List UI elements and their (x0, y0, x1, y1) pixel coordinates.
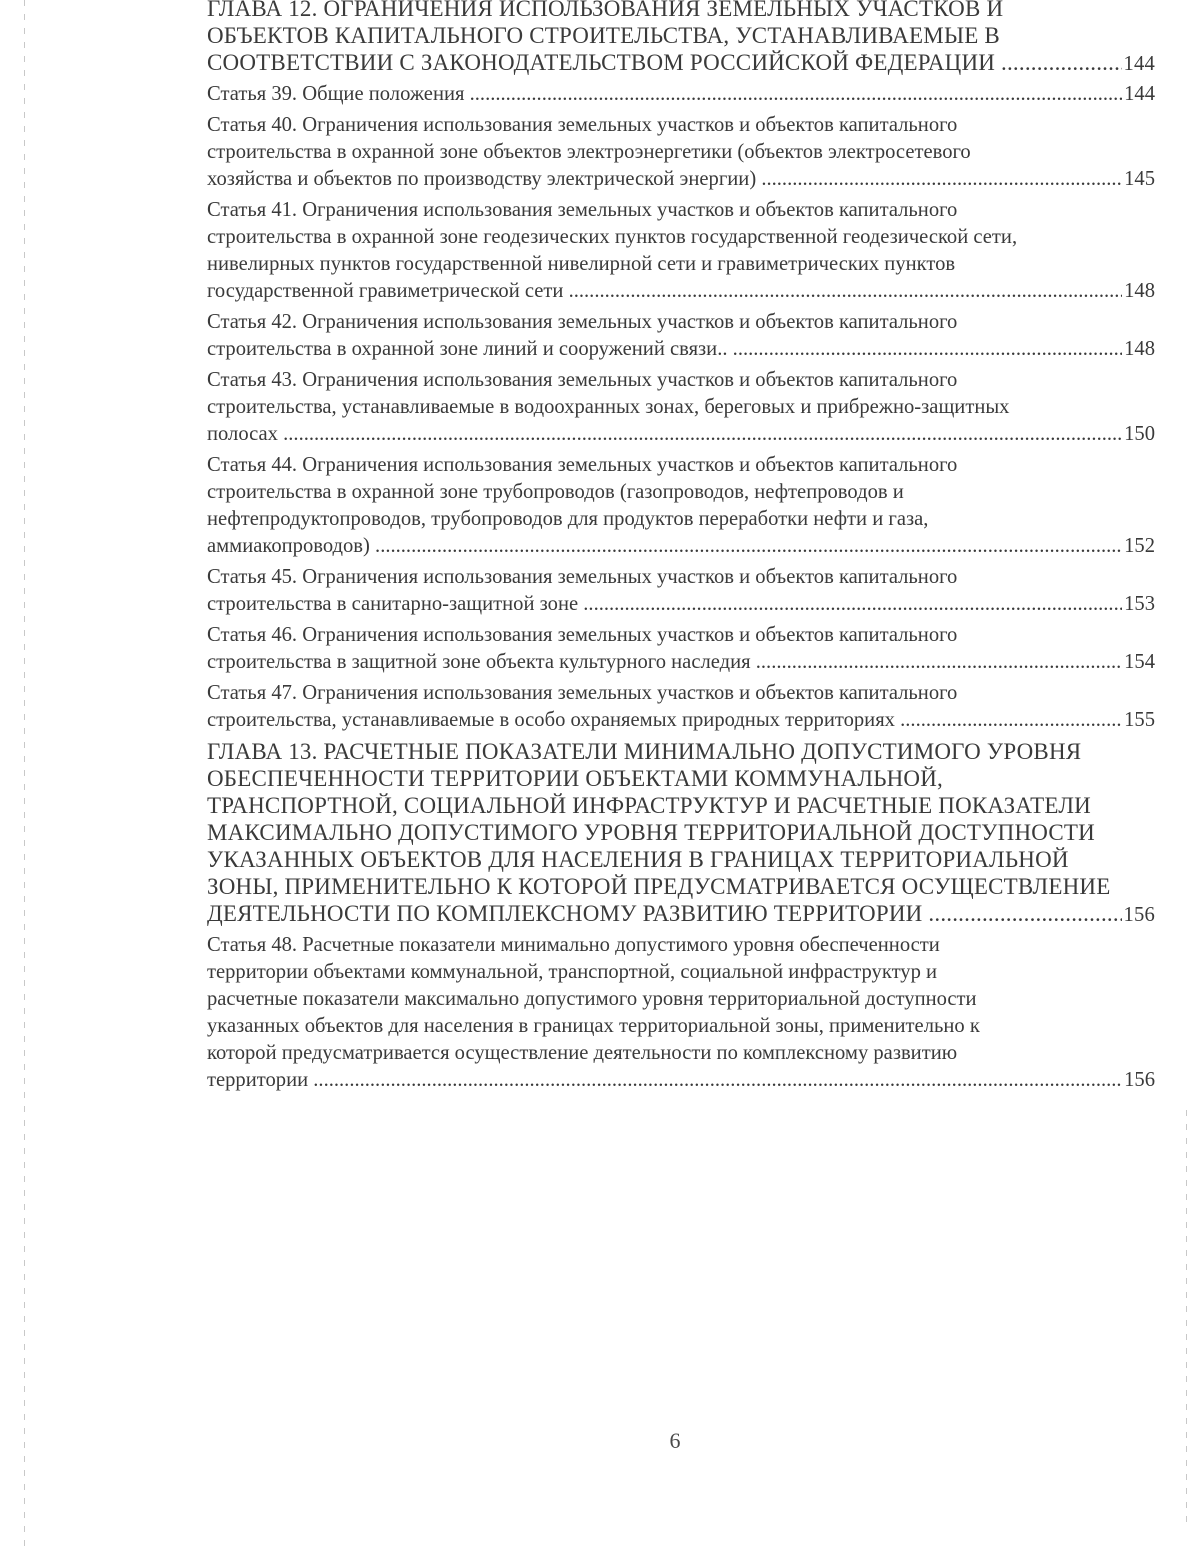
toc-page-ref: 153 (1124, 593, 1155, 615)
toc-entry-last-line (207, 81, 1155, 108)
toc-entry-last-line (207, 278, 1155, 305)
toc-entry-article (207, 622, 1155, 676)
toc-entry-last-line (207, 591, 1155, 618)
toc-entry-last-line (207, 649, 1155, 676)
toc-entry-line: территории ..... (207, 1067, 1122, 1094)
toc-entry-line: Статья 41. Ограничения использования земельных участков и объектов капитального (207, 199, 958, 221)
toc-entry-last-line (207, 533, 1155, 560)
toc-entry-last-line (207, 336, 1155, 363)
toc-entry-chapter (207, 738, 1155, 929)
scan-edge-right (1186, 1110, 1187, 1530)
toc-entry-line: Статья 40. Ограничения использования земельных участков и объектов капитального (207, 114, 958, 136)
toc-page-ref: 144 (1123, 53, 1155, 75)
toc-entry-line: Статья 44. Ограничения использования земельных участков и объектов капитального (207, 454, 958, 476)
toc-entry-last-line (207, 49, 1155, 78)
toc-entry-line: Статья 48. Расчетные показатели минимально допустимого уровня обеспеченности (207, 934, 940, 956)
toc-entry-last-line (207, 900, 1155, 929)
toc-entry-line: государственной гравиметрической сети ..... (207, 278, 1122, 305)
toc-entry-line: Статья 43. Ограничения использования земельных участков и объектов капитального (207, 369, 958, 391)
toc-entry-line: Статья 46. Ограничения использования земельных участков и объектов капитального (207, 624, 958, 646)
toc-entry-line: строительства в охранной зоне линий и сооружений связи.. ..... (207, 336, 1122, 363)
toc-entry-line: ТРАНСПОРТНОЙ, СОЦИАЛЬНОЙ ИНФРАСТРУКТУР И РАСЧЕТНЫЕ ПОКАЗАТЕЛИ (207, 793, 1091, 818)
toc-entry-line: ГЛАВА 13. РАСЧЕТНЫЕ ПОКАЗАТЕЛИ МИНИМАЛЬНО ДОПУСТИМОГО УРОВНЯ (207, 739, 1082, 764)
table-of-contents (207, 0, 1155, 1098)
toc-page-ref: 144 (1124, 83, 1155, 105)
toc-entry-article (207, 680, 1155, 734)
toc-entry-last-line (207, 166, 1155, 193)
toc-entry-line: строительства в охранной зоне трубопроводов (газопроводов, нефтепроводов и (207, 481, 904, 503)
toc-entry-line: территории объектами коммунальной, транспортной, социальной инфраструктур и (207, 961, 938, 983)
toc-page-ref: 148 (1124, 280, 1155, 302)
toc-page-ref: 156 (1123, 904, 1155, 926)
toc-entry-line: ЗОНЫ, ПРИМЕНИТЕЛЬНО К КОТОРОЙ ПРЕДУСМАТРИВАЕТСЯ ОСУЩЕСТВЛЕНИЕ (207, 874, 1111, 899)
toc-entry-line: строительства, устанавливаемые в особо охраняемых природных территориях ..... (207, 707, 1122, 734)
toc-entry-chapter (207, 0, 1155, 78)
toc-entry-line: нивелирных пунктов государственной нивелирной сети и гравиметрических пунктов (207, 253, 956, 275)
toc-page-ref: 150 (1124, 423, 1155, 445)
toc-page-ref: 145 (1124, 168, 1155, 190)
toc-entry-line: ДЕЯТЕЛЬНОСТИ ПО КОМПЛЕКСНОМУ РАЗВИТИЮ ТЕРРИТОРИИ ..... (207, 900, 1122, 927)
toc-entry-line: Статья 45. Ограничения использования земельных участков и объектов капитального (207, 566, 958, 588)
toc-entry-line: нефтепродуктопроводов, трубопроводов для продуктов переработки нефти и газа, (207, 508, 929, 530)
toc-entry-article (207, 81, 1155, 108)
toc-entry-line: полосах ..... (207, 421, 1122, 448)
toc-entry-line: аммиакопроводов) ..... (207, 533, 1122, 560)
toc-entry-line: указанных объектов для населения в границах территориальной зоны, применительно к (207, 1015, 980, 1037)
toc-entry-line: ГЛАВА 12. ОГРАНИЧЕНИЯ ИСПОЛЬЗОВАНИЯ ЗЕМЕЛЬНЫХ УЧАСТКОВ И (207, 0, 1004, 21)
toc-entry-article (207, 197, 1155, 305)
toc-entry-last-line (207, 1067, 1155, 1094)
toc-entry-line: строительства в охранной зоне объектов электроэнергетики (объектов электросетевого (207, 141, 971, 163)
toc-entry-article (207, 309, 1155, 363)
toc-entry-line: Статья 42. Ограничения использования земельных участков и объектов капитального (207, 311, 958, 333)
toc-entry-last-line (207, 421, 1155, 448)
toc-entry-line: расчетные показатели максимально допустимого уровня территориальной доступности (207, 988, 977, 1010)
toc-page-ref: 156 (1124, 1069, 1155, 1091)
toc-entry-line: СООТВЕТСТВИИ С ЗАКОНОДАТЕЛЬСТВОМ РОССИЙСКОЙ ФЕДЕРАЦИИ ..... (207, 49, 1122, 76)
scan-edge-left (24, 0, 25, 1553)
toc-entry-line: которой предусматривается осуществление деятельности по комплексному развитию (207, 1042, 958, 1064)
toc-page-ref: 155 (1124, 709, 1155, 731)
toc-entry-article (207, 367, 1155, 448)
toc-entry-line: УКАЗАННЫХ ОБЪЕКТОВ ДЛЯ НАСЕЛЕНИЯ В ГРАНИЦАХ ТЕРРИТОРИАЛЬНОЙ (207, 847, 1069, 872)
page-number: 6 (669, 1428, 681, 1453)
toc-entry-last-line (207, 707, 1155, 734)
toc-entry-line: ОБЪЕКТОВ КАПИТАЛЬНОГО СТРОИТЕЛЬСТВА, УСТАНАВЛИВАЕМЫЕ В (207, 23, 1000, 48)
toc-entry-line: Статья 47. Ограничения использования земельных участков и объектов капитального (207, 682, 958, 704)
toc-page-ref: 152 (1124, 535, 1155, 557)
toc-entry-line: Статья 39. Общие положения ..... (207, 81, 1122, 108)
toc-entry-line: строительства в защитной зоне объекта культурного наследия ..... (207, 649, 1122, 676)
toc-entry-line: ОБЕСПЕЧЕННОСТИ ТЕРРИТОРИИ ОБЪЕКТАМИ КОММУНАЛЬНОЙ, (207, 766, 943, 791)
toc-page-ref: 154 (1124, 651, 1155, 673)
toc-page-ref: 148 (1124, 338, 1155, 360)
toc-entry-line: хозяйства и объектов по производству электрической энергии) ..... (207, 166, 1122, 193)
toc-entry-line: МАКСИМАЛЬНО ДОПУСТИМОГО УРОВНЯ ТЕРРИТОРИАЛЬНОЙ ДОСТУПНОСТИ (207, 820, 1095, 845)
toc-entry-article (207, 564, 1155, 618)
toc-entry-article (207, 112, 1155, 193)
toc-entry-line: строительства в санитарно-защитной зоне ..... (207, 591, 1122, 618)
toc-entry-article (207, 452, 1155, 560)
toc-entry-article (207, 932, 1155, 1094)
toc-entry-line: строительства в охранной зоне геодезических пунктов государственной геодезической сети, (207, 226, 1018, 248)
toc-entry-line: строительства, устанавливаемые в водоохранных зонах, береговых и прибрежно-защитных (207, 396, 1010, 418)
